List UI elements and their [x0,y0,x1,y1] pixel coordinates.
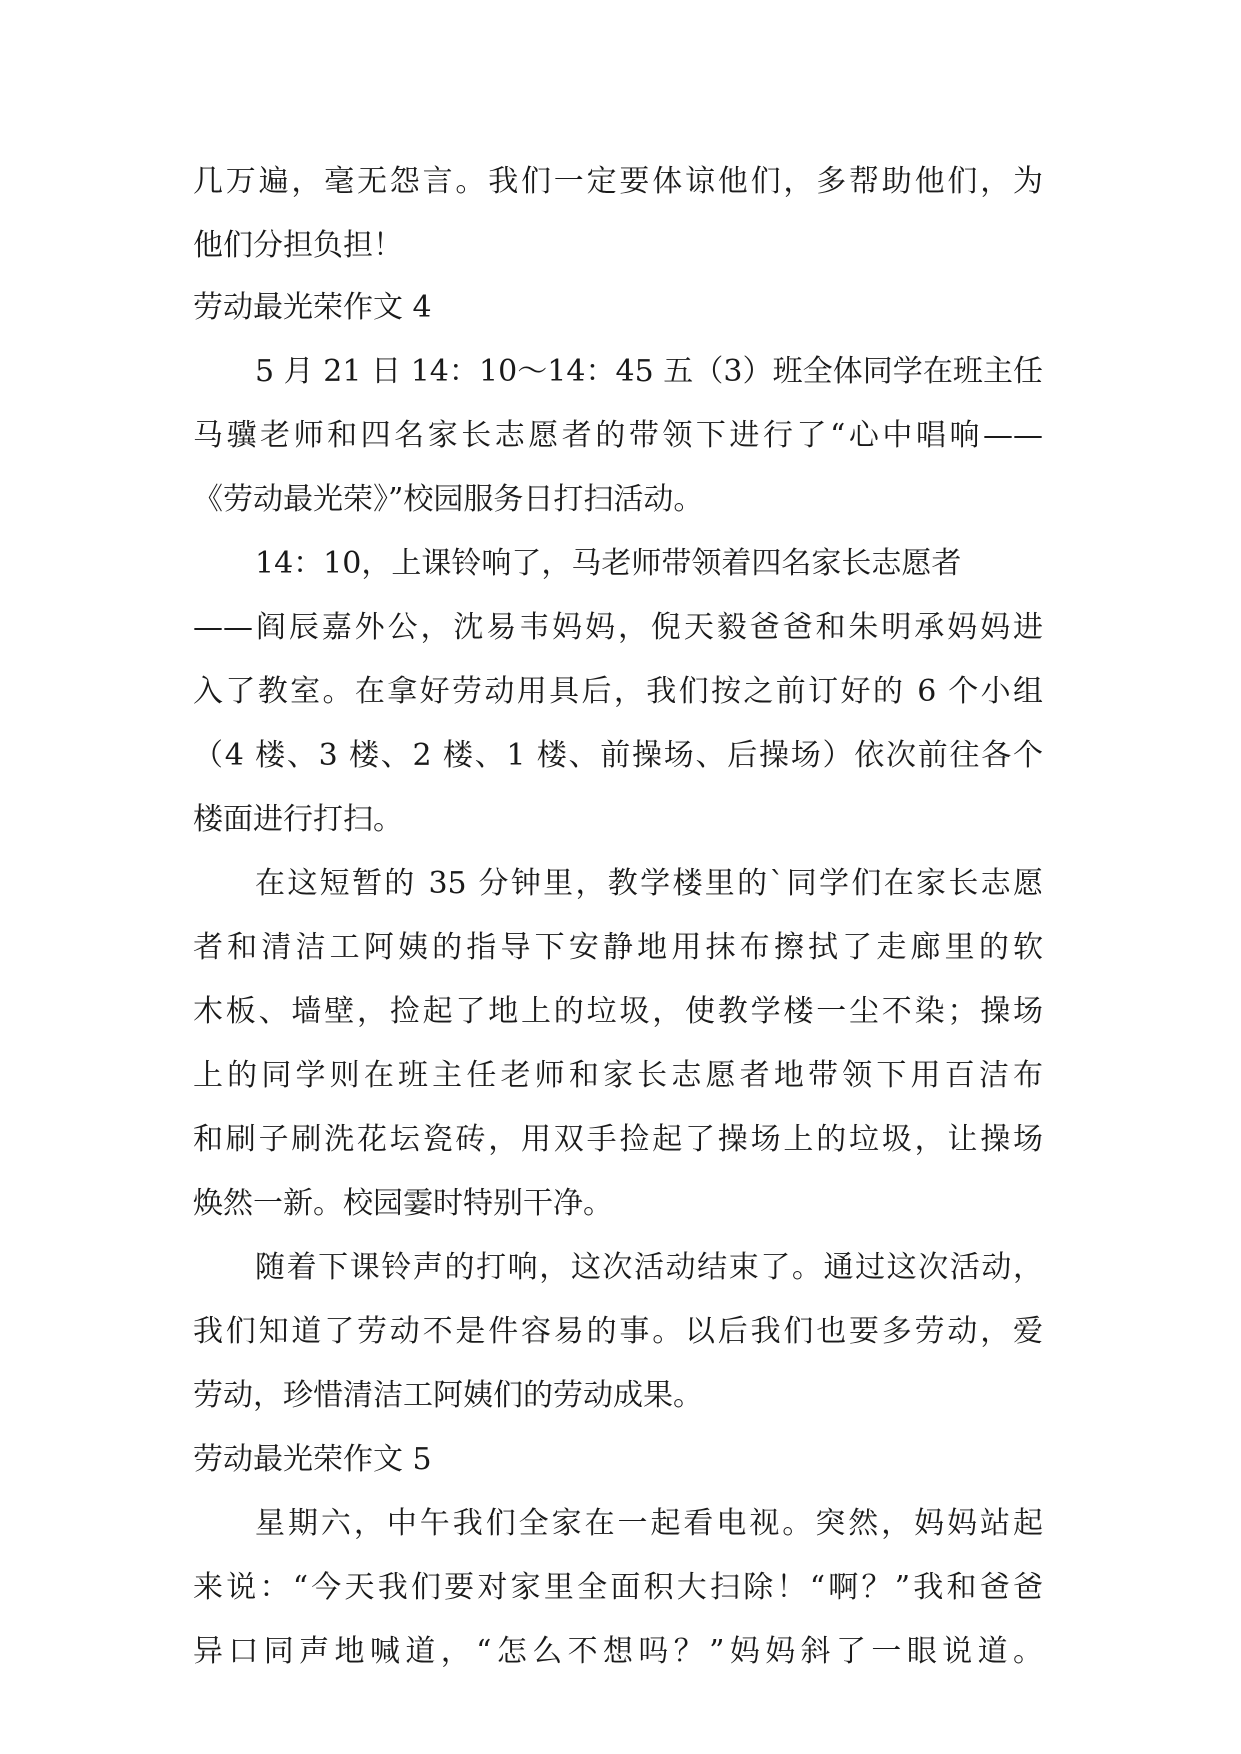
paragraph-line: 几万遍，毫无怨言。我们一定要体谅他们，多帮助他们，为 [193,164,1043,199]
paragraph-line: 楼面进行打扫。 [193,802,403,837]
paragraph-line: 随着下课铃声的打响，这次活动结束了。通过这次活动， [255,1250,1043,1285]
paragraph-line: 马骥老师和四名家长志愿者的带领下进行了“心中唱响—— [193,418,1043,453]
paragraph-line: 我们知道了劳动不是件容易的事。以后我们也要多劳动，爱 [193,1314,1043,1349]
paragraph-line: 和刷子刷洗花坛瓷砖，用双手捡起了操场上的垃圾，让操场 [193,1122,1043,1157]
paragraph-line: 《劳动最光荣》”校园服务日打扫活动。 [193,482,704,517]
paragraph-line: 星期六，中午我们全家在一起看电视。突然，妈妈站起 [255,1506,1043,1541]
paragraph-line: 劳动，珍惜清洁工阿姨们的劳动成果。 [193,1378,703,1413]
paragraph-line: 木板、墙壁，捡起了地上的垃圾，使教学楼一尘不染；操场 [193,994,1043,1029]
paragraph-line: 来说：“今天我们要对家里全面积大扫除！“啊？”我和爸爸 [193,1570,1043,1605]
paragraph-line: （4 楼、3 楼、2 楼、1 楼、前操场、后操场）依次前往各个 [193,738,1043,773]
paragraph-line: 14：10，上课铃响了，马老师带领着四名家长志愿者 [255,546,962,581]
paragraph-line: 异口同声地喊道，“怎么不想吗？”妈妈斜了一眼说道。 [193,1634,1043,1669]
paragraph-line: 焕然一新。校园霎时特别干净。 [193,1186,613,1221]
paragraph-line: 上的同学则在班主任老师和家长志愿者地带领下用百洁布 [193,1058,1043,1093]
paragraph-line: ——阎辰嘉外公，沈易韦妈妈，倪天毅爸爸和朱明承妈妈进 [193,610,1043,645]
paragraph-line: 在这短暂的 35 分钟里，教学楼里的`同学们在家长志愿 [255,866,1043,901]
paragraph-line: 入了教室。在拿好劳动用具后，我们按之前订好的 6 个小组 [193,674,1043,709]
paragraph-line: 5 月 21 日 14：10～14：45 五（3）班全体同学在班主任 [255,354,1043,389]
section-heading: 劳动最光荣作文 5 [193,1442,432,1477]
paragraph-line: 他们分担负担！ [193,228,403,263]
paragraph-line: 者和清洁工阿姨的指导下安静地用抹布擦拭了走廊里的软 [193,930,1043,965]
section-heading: 劳动最光荣作文 4 [193,290,432,325]
